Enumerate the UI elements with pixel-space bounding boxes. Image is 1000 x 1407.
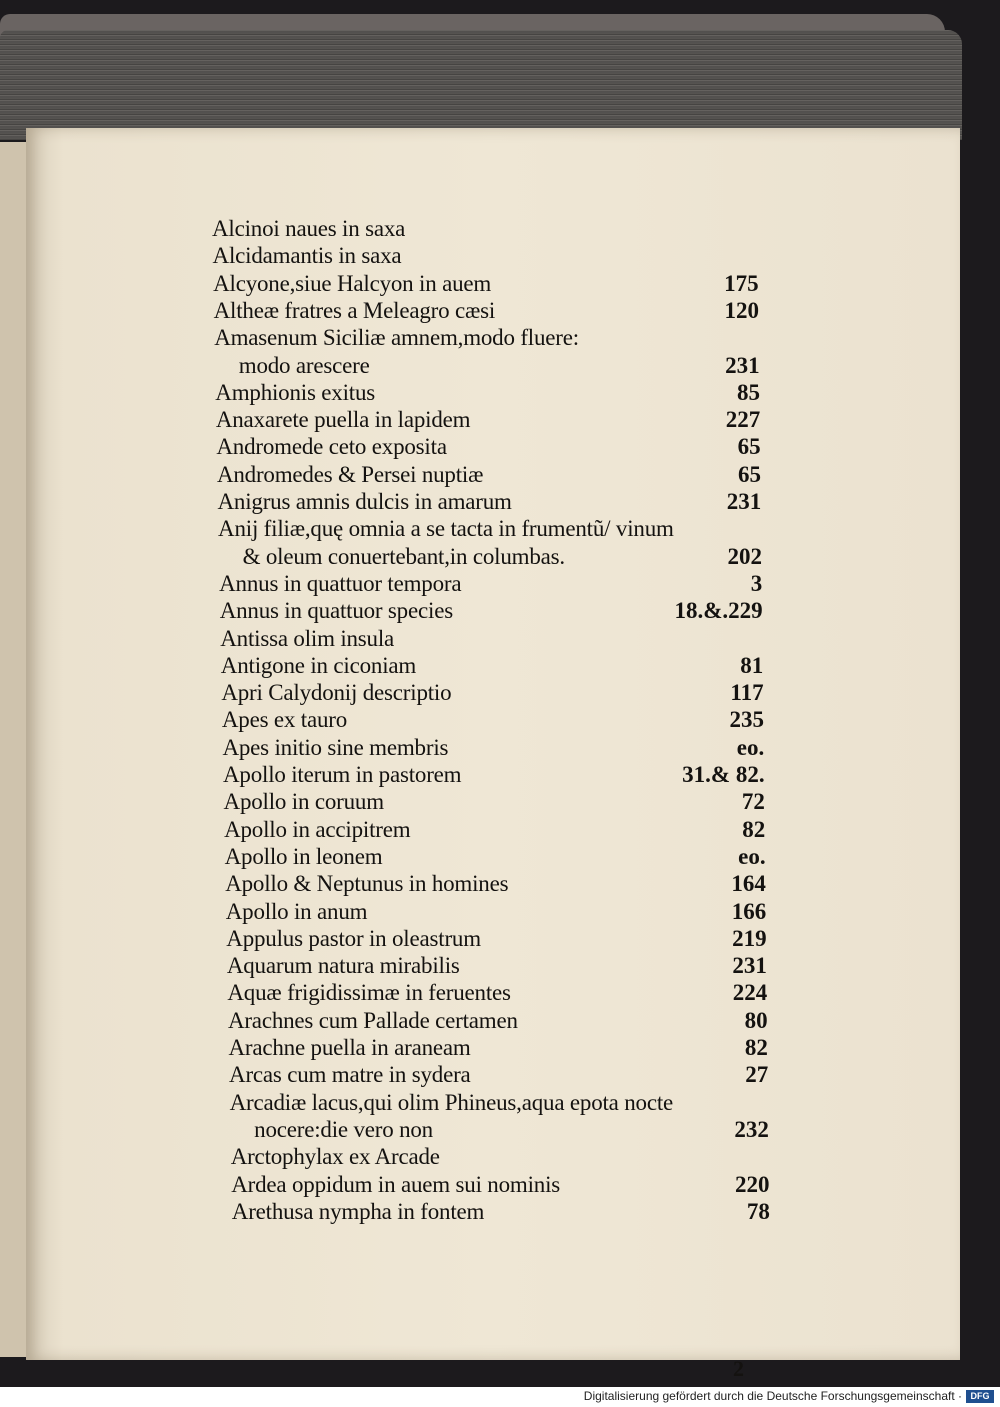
index-entry-page: 202 xyxy=(727,543,762,569)
index-entry-page: 231 xyxy=(726,489,762,514)
index-entry-page: 80 xyxy=(744,1007,768,1033)
index-entry-page: 227 xyxy=(725,407,761,433)
index-entry-page: 65 xyxy=(737,434,761,460)
dfg-logo: DFG xyxy=(966,1390,994,1403)
index-entry-text: Apes initio sine membris xyxy=(222,734,449,760)
index-entry-page: 220 xyxy=(735,1171,770,1197)
index-entry-text: Apollo in anum xyxy=(225,898,368,924)
index-entry-text: Arethusa nympha in fontem xyxy=(231,1198,485,1224)
index-entry-text: Appulus pastor in oleastrum xyxy=(226,925,481,951)
index-entry-text: Arctophylax ex Arcade xyxy=(230,1144,440,1170)
index-entry-text: Anij filiæ,quę omnia a se tacta in frumentũ/ vinum xyxy=(218,516,674,542)
index-entry-text: Amasenum Siciliæ amnem,modo fluere: xyxy=(214,325,579,351)
index-entry-text: Annus in quattuor species xyxy=(219,598,453,624)
footer-bar xyxy=(0,1387,1000,1407)
index-entry-text: Apollo in accipitrem xyxy=(224,816,411,842)
index-entry-page: 166 xyxy=(731,898,767,924)
index-entry-page: 82 xyxy=(744,1035,768,1060)
index-entry-text: Ardea oppidum in auem sui nominis xyxy=(231,1171,561,1197)
index-entry-page: 18.&.229 xyxy=(674,598,763,624)
index-entry-page: 232 xyxy=(734,1116,769,1142)
index-entry-page: 3 xyxy=(750,570,763,596)
index-entry-page: 82 xyxy=(742,816,766,842)
index-entry-text: Apollo in leonem xyxy=(224,843,383,869)
index-entry-text: Arachne puella in araneam xyxy=(228,1035,471,1060)
index-entry-text: Apollo in coruum xyxy=(223,789,384,815)
index-entry-page: 231 xyxy=(732,953,767,979)
index-entry-text: Andromede ceto exposita xyxy=(216,434,447,460)
index-entry-page: 175 xyxy=(724,270,759,296)
index-entry-text: Alcyone,siue Halcyon in auem xyxy=(213,270,492,296)
index-entry-page: 231 xyxy=(725,352,760,378)
index-entry-text: Arcas cum matre in sydera xyxy=(229,1062,471,1088)
index-entry-text: Arachnes cum Pallade certamen xyxy=(227,1007,518,1033)
index-entry-page: 164 xyxy=(731,871,766,897)
index-entry-text: Anaxarete puella in lapidem xyxy=(215,407,471,433)
index-entry-page: eo. xyxy=(738,843,766,869)
index-entry-page: 219 xyxy=(732,925,767,951)
index-entry-text: Aquæ frigidissimæ in feruentes xyxy=(227,980,511,1006)
index-entry-text: Anigrus amnis dulcis in amarum xyxy=(217,489,512,514)
index-entry-page: 224 xyxy=(732,980,768,1006)
index-entry-text: nocere:die vero non xyxy=(254,1116,433,1142)
index-entry-text: Arcadiæ lacus,qui olim Phineus,aqua epota nocte xyxy=(229,1089,674,1115)
index-entry-page: 31.& 82. xyxy=(682,762,765,787)
index-entry-text: Antissa olim insula xyxy=(220,625,395,651)
index-entry-page: 65 xyxy=(737,461,761,487)
index-entry-text: Amphionis exitus xyxy=(215,379,376,405)
index-entry-page: eo. xyxy=(736,734,765,760)
index-entry-text: Andromedes & Persei nuptiæ xyxy=(216,461,484,487)
index-entry-page: 81 xyxy=(740,652,764,678)
index-entry-text: Antigone in ciconiam xyxy=(220,652,417,678)
index-page xyxy=(26,128,960,1381)
index-entry-text: Apes ex tauro xyxy=(221,707,348,733)
index-entry-page: 120 xyxy=(724,297,759,323)
index-entry-text: Altheæ fratres a Meleagro cæsi xyxy=(213,297,496,323)
book-edge xyxy=(0,30,962,140)
index-entry-text: & oleum conuertebant,in columbas. xyxy=(242,543,565,569)
index-entry-text: Annus in quattuor tempora xyxy=(219,570,462,596)
index-entry-page: 78 xyxy=(746,1198,770,1224)
index-entry-page: 72 xyxy=(741,789,765,815)
index-entry-text: Apollo iterum in pastorem xyxy=(223,762,462,787)
index-entry-page: 27 xyxy=(745,1062,769,1088)
index-entry-text: Aquarum natura mirabilis xyxy=(226,953,460,979)
index-entry-page: 235 xyxy=(729,707,764,733)
index-entry-page: 117 xyxy=(730,680,764,706)
index-entry-page: 85 xyxy=(736,379,760,405)
index-entry-text: modo arescere xyxy=(238,352,370,378)
index-entry-text: Apri Calydonij descriptio xyxy=(221,680,452,706)
index-entry-text: Alcidamantis in saxa xyxy=(212,243,402,269)
index-entry-text: Alcinoi naues in saxa xyxy=(212,216,406,241)
footer-credit: Digitalisierung gefördert durch die Deutsche Forschungsgemeinschaft · xyxy=(583,1389,962,1403)
index-entry-text: Apollo & Neptunus in homines xyxy=(225,871,509,897)
page-signature: 2 xyxy=(733,1356,744,1381)
